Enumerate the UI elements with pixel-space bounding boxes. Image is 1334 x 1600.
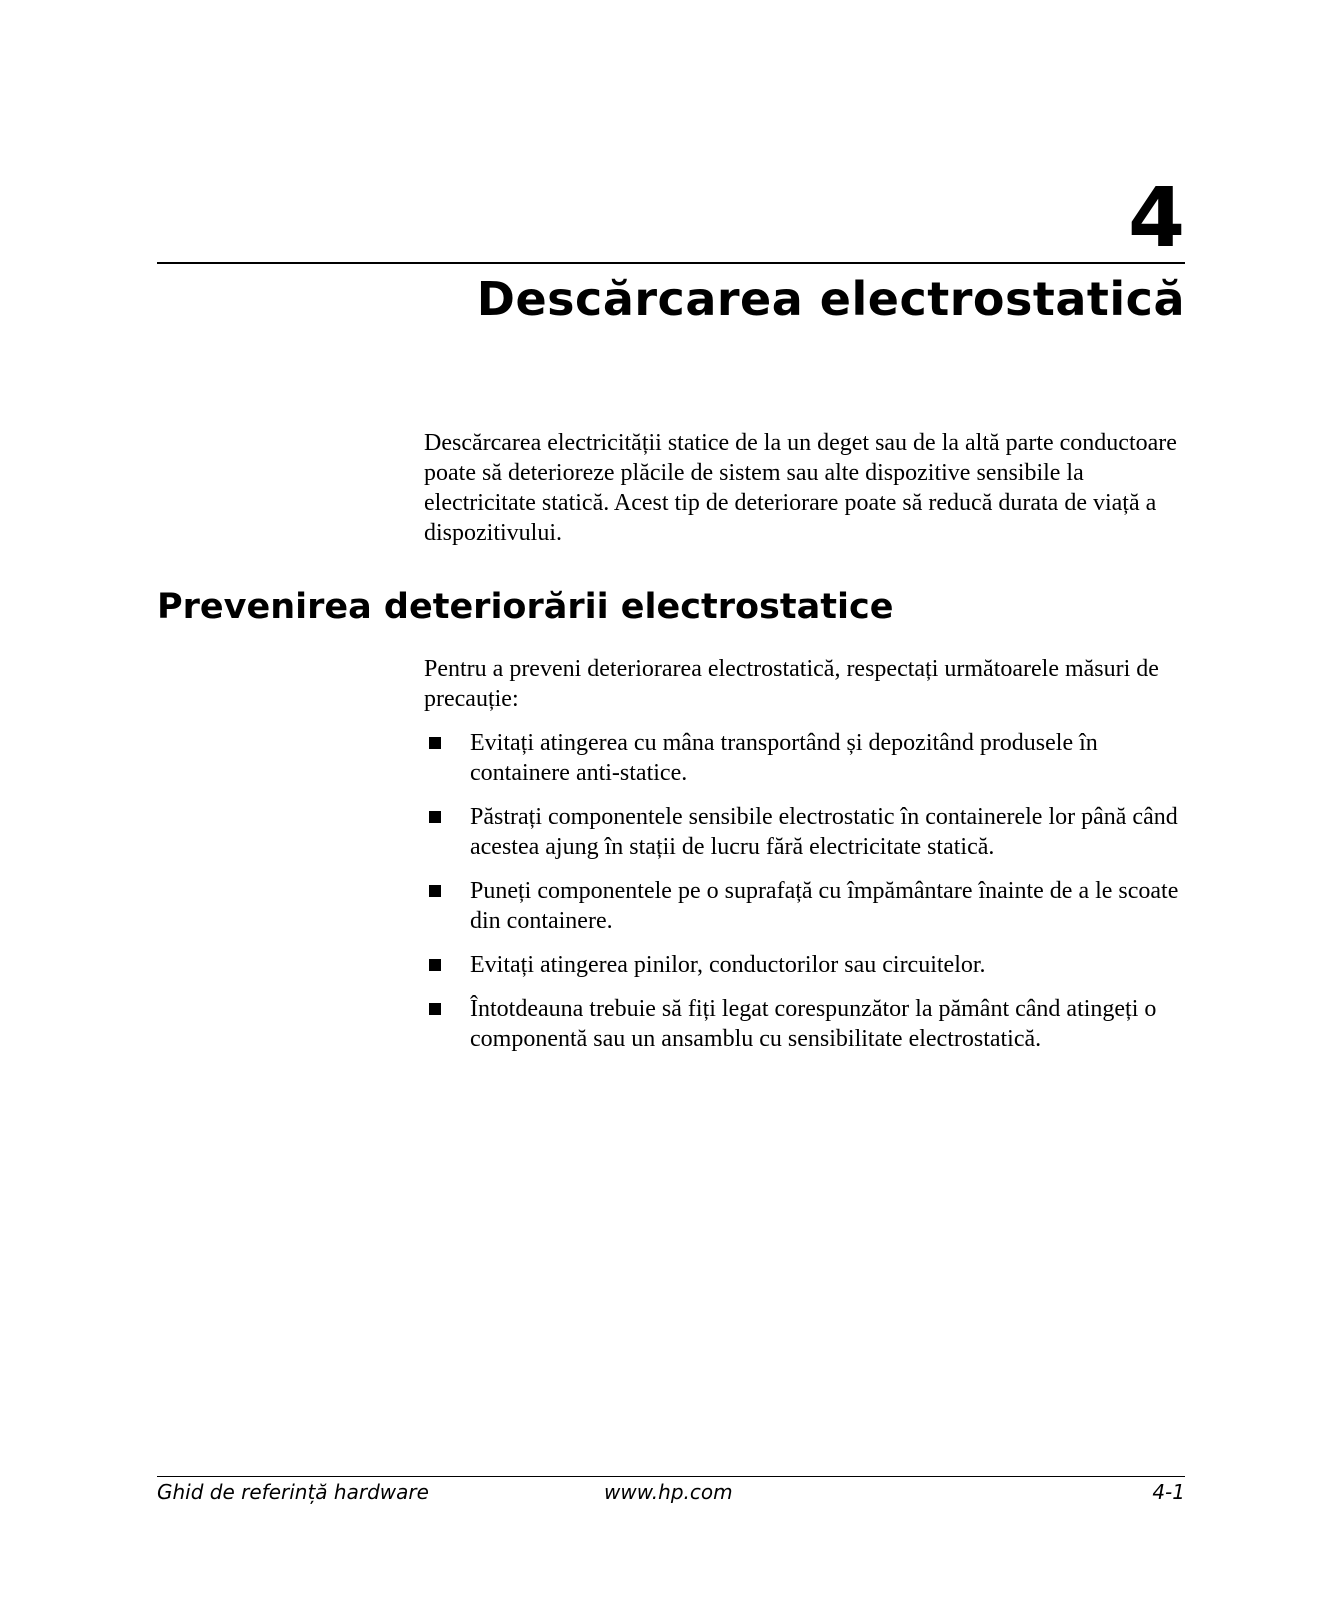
section-lead-paragraph: Pentru a preveni deteriorarea electrostatică, respectați următoarele măsuri de precauție: xyxy=(424,656,1159,712)
list-item xyxy=(424,728,1194,788)
footer-divider xyxy=(157,1476,1185,1477)
intro-paragraph: Descărcarea electricității statice de la un deget sau de la altă parte conductoare poate să deterioreze plăcile de sistem sau alte dispozitive sensibile la electricitate statică. Acest tip de deteriorare poate să reducă durata de viață a dispozitivului. xyxy=(424,430,1177,546)
footer-document-title: Ghid de referință hardware xyxy=(157,1480,429,1504)
square-bullet-icon xyxy=(429,1003,441,1015)
section-heading: Prevenirea deteriorării electrostatice xyxy=(157,587,894,627)
list-item xyxy=(424,950,1194,980)
list-item-text: Evitați atingerea pinilor, conductorilor sau circuitelor. xyxy=(470,952,986,978)
chapter-number: 4 xyxy=(1127,171,1185,266)
chapter-title: Descărcarea electrostatică xyxy=(476,272,1185,326)
precautions-list xyxy=(424,728,1194,1068)
list-item-text: Puneți componentele pe o suprafață cu împământare înainte de a le scoate din containere. xyxy=(470,878,1179,934)
list-item-text: Evitați atingerea cu mâna transportând și depozitând produsele în containere anti-statice. xyxy=(470,730,1098,786)
list-item xyxy=(424,876,1194,936)
square-bullet-icon xyxy=(429,811,441,823)
title-divider xyxy=(157,262,1185,264)
list-item xyxy=(424,802,1194,862)
footer-page-number: 4-1 xyxy=(1152,1480,1185,1504)
list-item-text: Întotdeauna trebuie să fiți legat corespunzător la pământ când atingeți o componentă sau un ansamblu cu sensibilitate electrostatică. xyxy=(470,996,1157,1052)
footer-website: www.hp.com xyxy=(604,1480,733,1504)
square-bullet-icon xyxy=(429,959,441,971)
list-item-text: Păstrați componentele sensibile electrostatic în containerele lor până când acestea ajung în stații de lucru fără electricitate statică. xyxy=(470,804,1178,860)
square-bullet-icon xyxy=(429,885,441,897)
square-bullet-icon xyxy=(429,737,441,749)
list-item xyxy=(424,994,1194,1054)
